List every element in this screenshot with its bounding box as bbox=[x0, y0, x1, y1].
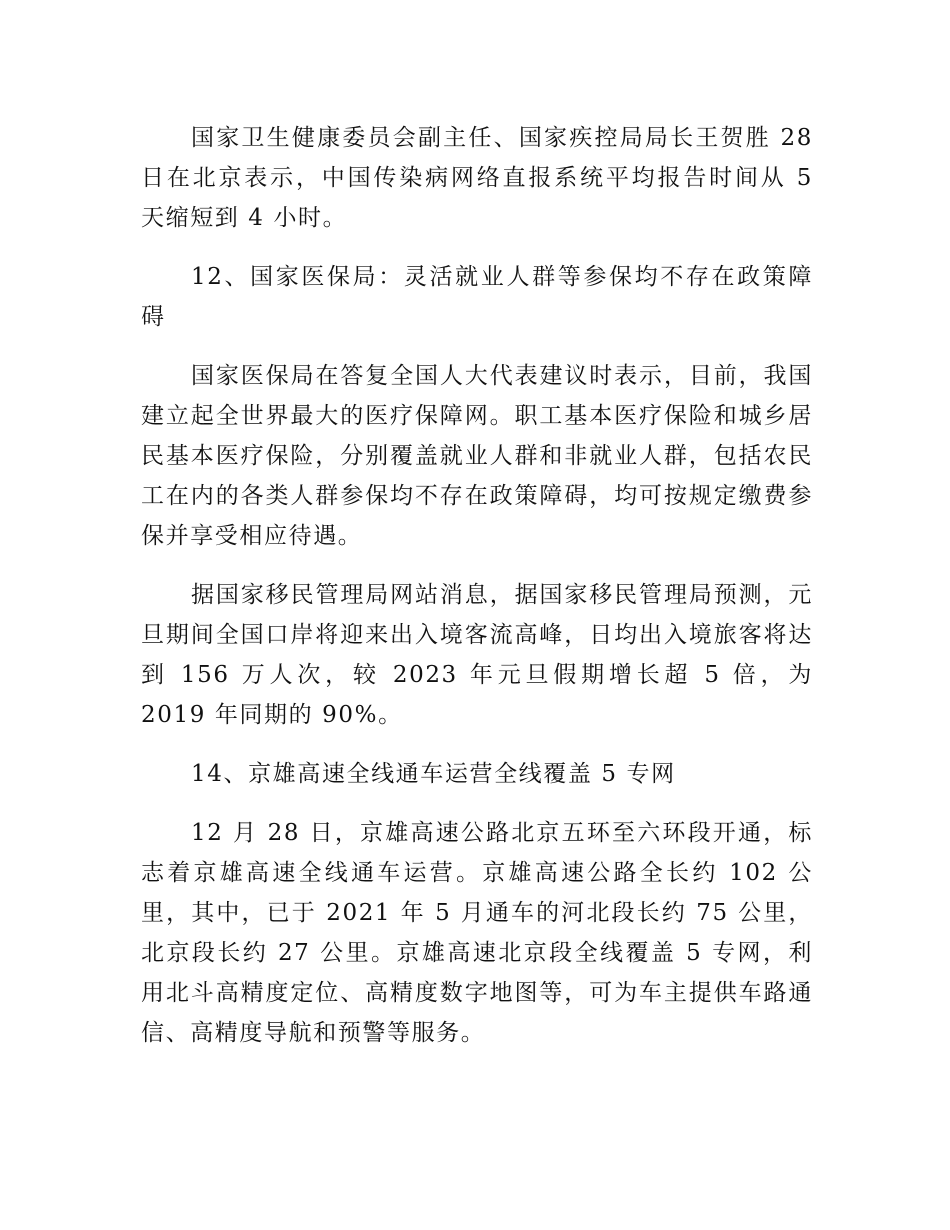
document-body bbox=[141, 118, 813, 1072]
paragraph-immigration: 据国家移民管理局网站消息，据国家移民管理局预测，元旦期间全国口岸将迎来出入境客流高峰，日均出入境旅客将达到 156 万人次，较 2023 年元旦假期增长超 5 倍，为 2019 年同期的 90%。 bbox=[141, 582, 813, 728]
heading-jingxiong-expressway: 14、京雄高速全线通车运营全线覆盖 5 专网 bbox=[191, 761, 676, 787]
heading-medical-insurance: 12、国家医保局：灵活就业人群等参保均不存在政策障碍 bbox=[141, 264, 813, 330]
paragraph-medical-insurance: 国家医保局在答复全国人大代表建议时表示，目前，我国建立起全世界最大的医疗保障网。职工基本医疗保险和城乡居民基本医疗保险，分别覆盖就业人群和非就业人群，包括农民工在内的各类人群参保均不存在政策障碍，均可按规定缴费参保并享受相应待遇。 bbox=[141, 363, 813, 549]
paragraph-health-reporting: 国家卫生健康委员会副主任、国家疾控局局长王贺胜 28 日在北京表示，中国传染病网络直报系统平均报告时间从 5 天缩短到 4 小时。 bbox=[141, 125, 813, 231]
paragraph-jingxiong-expressway: 12 月 28 日，京雄高速公路北京五环至六环段开通，标志着京雄高速全线通车运营。京雄高速公路全长约 102 公里，其中，已于 2021 年 5 月通车的河北段长约 75 公里，北京段长约 27 公里。京雄高速北京段全线覆盖 5 专网，利用北斗高精度定位、高精度数字地图等，可为车主提供车路通信、高精度导航和预警等服务。 bbox=[141, 820, 813, 1046]
